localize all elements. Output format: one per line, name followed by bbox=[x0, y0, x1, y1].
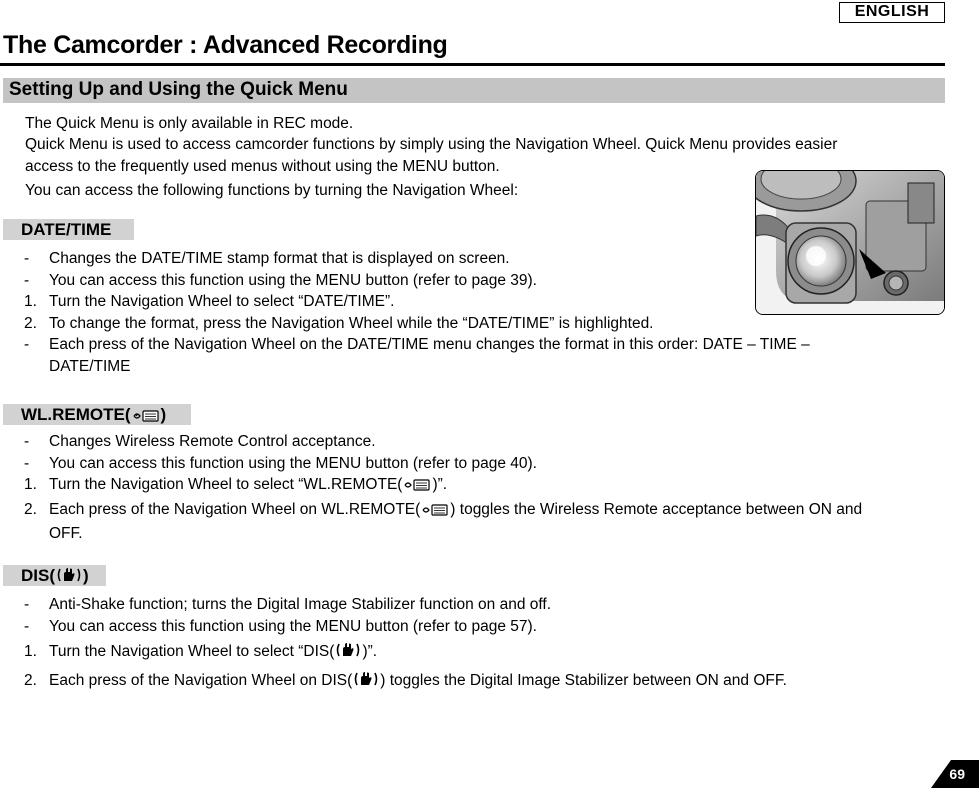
list-item bbox=[24, 334, 929, 377]
dis-header bbox=[3, 565, 106, 586]
intro-line-4: You can access the following functions by turning the Navigation Wheel: bbox=[25, 182, 519, 199]
list-item bbox=[24, 594, 929, 616]
list-item bbox=[24, 431, 929, 453]
list-text: Changes the DATE/TIME stamp format that is displayed on screen. bbox=[49, 250, 510, 267]
list-text: To change the format, press the Navigation Wheel while the “DATE/TIME” is highlighted. bbox=[49, 314, 654, 332]
wlremote-list bbox=[24, 431, 929, 545]
list-text bbox=[49, 641, 929, 666]
datetime-header bbox=[3, 219, 134, 240]
list-marker: - bbox=[24, 596, 30, 613]
wlremote-header-close: ) bbox=[160, 405, 167, 424]
dis-header-close: ) bbox=[83, 566, 89, 585]
list-item bbox=[24, 641, 929, 666]
list-text bbox=[49, 334, 929, 377]
list-text-post: )”. bbox=[362, 643, 378, 660]
list-text-pre: Each press of the Navigation Wheel on DIS( bbox=[49, 671, 353, 689]
list-item bbox=[24, 270, 929, 292]
intro-line-3: access to the frequently used menus without using the MENU button. bbox=[25, 158, 500, 175]
list-marker: 2. bbox=[24, 671, 37, 689]
list-item bbox=[24, 313, 929, 335]
list-text bbox=[49, 499, 929, 545]
stabilizer-icon bbox=[353, 670, 379, 695]
section-title: Setting Up and Using the Quick Menu bbox=[9, 79, 348, 100]
list-item bbox=[24, 616, 929, 638]
list-text: You can access this function using the MENU button (refer to page 57). bbox=[49, 617, 537, 635]
dis-list bbox=[24, 594, 929, 694]
list-item bbox=[24, 248, 929, 270]
list-text: Anti-Shake function; turns the Digital Image Stabilizer function on and off. bbox=[49, 596, 552, 613]
list-marker: - bbox=[24, 250, 30, 267]
list-text-pre: Turn the Navigation Wheel to select “WL.REMOTE( bbox=[49, 476, 403, 493]
list-text-line: OFF. bbox=[49, 525, 83, 542]
list-text: You can access this function using the MENU button (refer to page 40). bbox=[49, 454, 537, 472]
list-marker: 2. bbox=[24, 500, 37, 518]
list-marker: 1. bbox=[24, 293, 37, 310]
title-divider bbox=[0, 63, 945, 66]
list-item bbox=[24, 291, 929, 313]
datetime-header-label: DATE/TIME bbox=[21, 220, 112, 239]
page-number: 69 bbox=[949, 766, 965, 782]
list-text-post: ) toggles the Digital Image Stabilizer between ON and OFF. bbox=[380, 671, 787, 689]
wlremote-header bbox=[3, 404, 191, 425]
list-marker: 1. bbox=[24, 476, 37, 493]
remote-icon bbox=[403, 477, 431, 499]
list-text bbox=[49, 474, 929, 499]
chapter-title: The Camcorder : Advanced Recording bbox=[3, 31, 448, 59]
list-text-post: )”. bbox=[432, 476, 448, 493]
intro-line-1: The Quick Menu is only available in REC mode. bbox=[25, 115, 354, 132]
list-text-line: Each press of the Navigation Wheel on the DATE/TIME menu changes the format in this order: DATE – TIME – bbox=[49, 336, 810, 353]
list-text bbox=[49, 670, 929, 695]
list-text: Turn the Navigation Wheel to select “DATE/TIME”. bbox=[49, 293, 395, 310]
stabilizer-icon bbox=[56, 566, 82, 589]
list-text: Changes Wireless Remote Control acceptance. bbox=[49, 433, 376, 450]
remote-icon bbox=[421, 502, 449, 524]
list-marker: 1. bbox=[24, 643, 37, 660]
remote-icon bbox=[132, 407, 160, 428]
list-text-line: DATE/TIME bbox=[49, 357, 131, 375]
list-marker: - bbox=[24, 336, 30, 353]
list-text-pre: Turn the Navigation Wheel to select “DIS( bbox=[49, 643, 335, 660]
list-item bbox=[24, 499, 929, 545]
list-marker: - bbox=[24, 617, 30, 635]
list-marker: - bbox=[24, 454, 30, 472]
stabilizer-icon bbox=[335, 641, 361, 666]
intro-line-2: Quick Menu is used to access camcorder functions by simply using the Navigation Wheel. Quick Menu provides easier bbox=[25, 136, 838, 153]
list-marker: - bbox=[24, 271, 30, 289]
list-text: You can access this function using the MENU button (refer to page 39). bbox=[49, 271, 537, 289]
wlremote-header-label: WL.REMOTE( bbox=[21, 405, 131, 424]
list-marker: - bbox=[24, 433, 30, 450]
list-item bbox=[24, 453, 929, 475]
page-number-tab bbox=[931, 760, 979, 788]
datetime-list bbox=[24, 248, 929, 377]
list-item bbox=[24, 474, 929, 499]
list-text-pre: Each press of the Navigation Wheel on WL.REMOTE( bbox=[49, 500, 421, 518]
list-item bbox=[24, 670, 929, 695]
language-badge: ENGLISH bbox=[839, 2, 945, 23]
list-text-post: ) toggles the Wireless Remote acceptance between ON and bbox=[450, 500, 863, 518]
list-marker: 2. bbox=[24, 314, 37, 332]
dis-header-label: DIS( bbox=[21, 566, 55, 585]
